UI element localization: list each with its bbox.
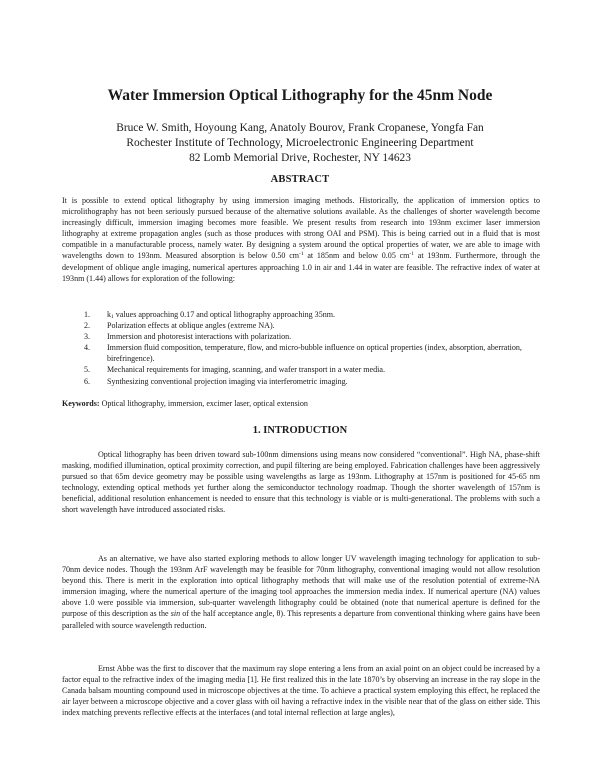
author-names: Bruce W. Smith, Hoyoung Kang, Anatoly Bourov, Frank Cropanese, Yongfa Fan xyxy=(116,122,484,134)
abstract-text xyxy=(62,195,540,284)
list-item: 6. Synthesizing conventional projection imaging via interferometric imaging. xyxy=(84,376,348,386)
abstract-text-b: at 185nm and below 0.05 cm xyxy=(303,251,410,261)
sin-term: sin xyxy=(170,609,181,619)
list-item: 5. Mechanical requirements for imaging, scanning, and wafer transport in a water media. xyxy=(84,365,385,375)
abstract-heading: ABSTRACT xyxy=(270,174,330,185)
keywords-label: Keywords: xyxy=(62,399,100,408)
list-item: 2. Polarization effects at oblique angles (extreme NA). xyxy=(84,321,275,331)
author-block xyxy=(0,121,600,166)
intro-paragraph-1: Optical lithography has been driven toward sub-100nm dimensions using means now considered “conventional”. High NA, phase-shift masking, modified illumination, optical proximity correction, and pupil filtering are being employed. Fabrication challenges have been aggressively pursued so that 65m device geometry may be possible using wavelengths as large as 193nm. Lithography at 157nm is positioned for 45-65 nm technology, extending optical methods yet further along the semiconductor technology roadmap. Though the shorter wavelength of 157nm is beneficial, additional resolution enhancement is needed to ensure that this technology is viable or is multi-generational. The problems with such a short wavelength have introduced associated risks. xyxy=(62,450,540,515)
intro-paragraph-2: As an alternative, we have also started exploring methods to allow longer UV wavelength imaging technology for application to sub-70nm device nodes. Though the 193nm ArF wavelength may be feasible for 70nm lithography, conventional imaging would not allow resolution beyond this. There is merit in the exploration into optical lithography methods that will make use of the resolution potential of extreme-NA immersion imaging, where the numerical aperture of the imaging tool approaches the immersion media index. If numerical aperture (NA) values above 1.0 were possible via immersion, sub-quarter wavelength lithography could be obtained (note that numerical aperture is defined for the purpose of this description as the sin of the half acceptance angle, θ). This represents a departure from conventional thinking where gains have been paralleled with source wavelength reduction. xyxy=(62,554,541,630)
abstract-sup-2: -1 xyxy=(409,251,415,258)
abstract-text-c: at 193nm. Furthermore, through the development of oblique angle imaging, numerical apertures approaching 1.0 in air and 1.44 in water are feasible. The refractive index of water at 193nm (1.44) allows for exploration of the following: xyxy=(62,251,540,283)
paper-title: Water Immersion Optical Lithography for the 45nm Node xyxy=(107,87,493,104)
section-heading-introduction: 1. INTRODUCTION xyxy=(252,425,348,436)
abstract-sup-1: -1 xyxy=(299,251,304,258)
keywords-text: Optical lithography, immersion, excimer laser, optical extension xyxy=(99,399,308,408)
list-item: 1. $k_1$ values approaching 0.17 and optical lithography approaching 35nm. xyxy=(84,310,336,320)
exploration-list xyxy=(84,309,540,387)
author-address: 82 Lomb Memorial Drive, Rochester, NY 14623 xyxy=(189,152,411,164)
list-item: 3. Immersion and photoresist interactions with polarization. xyxy=(84,332,292,342)
keywords-line xyxy=(62,398,540,409)
list-item: 4. Immersion fluid composition, temperature, flow, and micro-bubble influence on optical properties (index, absorption, aberration, birefringence). xyxy=(84,343,522,364)
intro-paragraph-3: Ernst Abbe was the first to discover that the maximum ray slope entering a lens from an axial point on an object could be increased by a factor equal to the refractive index of the imaging media [1]. He first realized this in the late 1870’s by observing an increase in the ray slope in the Canada balsam mounting compound used in microscope objectives at the time. To achieve a practical system employing this effect, he replaced the air layer between a microscope objective and a cover glass with oil having a refractive index in the visible near that of the glass on either side. This index matching prevents reflective effects at the interfaces (and total internal reflection at large angles), xyxy=(62,664,540,718)
author-institution: Rochester Institute of Technology, Microelectronic Engineering Department xyxy=(126,137,474,149)
abstract-text-a: It is possible to extend optical lithography by using immersion imaging methods. Historically, the application of immersion optics to microlithography has not been seriously pursued because of the alternative solutions available. As the challenges of shorter wavelength become increasingly difficult, immersion imaging becomes more feasible. We present results from research into 193nm excimer laser immersion lithography at extreme propagation angles (such as those produces with strong OAI and PSM). This is being carried out in a fluid that is most compatible in a manufacturable process, namely water. By designing a system around the optical properties of water, we are able to image with wavelengths down to 193nm. Measured absorption is below 0.50 cm xyxy=(62,196,540,261)
